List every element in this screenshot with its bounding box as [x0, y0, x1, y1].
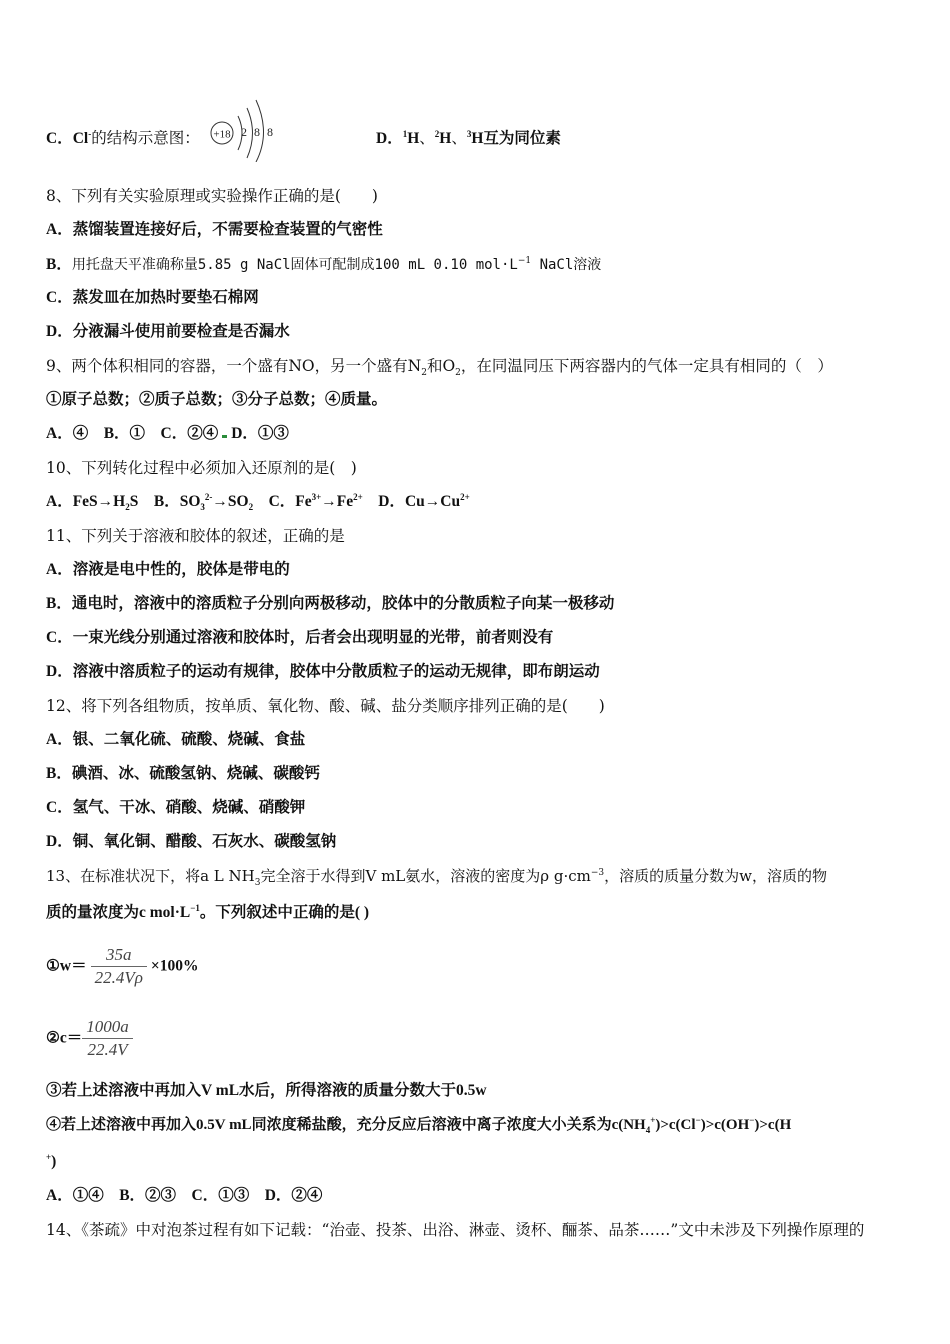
q13-item4-c: )>c(OH	[700, 1117, 750, 1133]
q9-items: ①原子总数；②质子总数；③分子总数；④质量。	[46, 391, 388, 408]
q13-stem-line2	[46, 903, 369, 923]
q13-item1-denominator: 22.4Vρ	[94, 968, 143, 987]
q13-stem-c: ，溶质的质量分数为w，溶质的物	[604, 867, 827, 885]
q10-d-label: D．	[378, 493, 405, 510]
q13-item4-sup2: −	[695, 1115, 701, 1125]
q13-item4-sup: +	[650, 1115, 656, 1125]
q12-option-b: B．碘酒、冰、硫酸氢钠、烧碱、碳酸钙	[46, 765, 320, 782]
q7-d-iso2-sym: H	[439, 130, 452, 147]
q7-c-prefix: C．	[46, 130, 73, 147]
q7-d-sep2: 、	[451, 129, 467, 147]
q13-stem2-a: 质的量浓度为c mol·L	[46, 904, 191, 921]
q10-a-label: A．	[46, 493, 73, 510]
q13-item4-a: ④若上述溶液中再加入0.5V mL同浓度稀盐酸，充分反应后溶液中离子浓度大小关系为c(NH	[46, 1117, 646, 1133]
q8-stem: 8、下列有关实验原理或实验操作正确的是( )	[46, 187, 378, 205]
q13-nh3-sub: 3	[254, 878, 261, 888]
q13-item4-sub: 4	[645, 1125, 651, 1135]
q10-a-formula-end: S	[129, 493, 139, 510]
q13-options: A．①④ B．②③ C．①③ D．②④	[46, 1187, 323, 1204]
q10-c-formula: Fe	[295, 493, 312, 510]
q13-item-3: ③若上述溶液中再加入V mL水后，所得溶液的质量分数大于0.5w	[46, 1082, 487, 1099]
q7-d-sep1: 、	[419, 129, 435, 147]
q9-options	[46, 424, 289, 444]
q8-option-a: A．蒸馏装置连接好后，不需要检查装置的气密性	[46, 221, 383, 238]
q7-option-d	[376, 128, 561, 149]
q13-item4-e: )	[51, 1153, 57, 1170]
q8-option-b	[46, 254, 601, 275]
q12-option-a: A．银、二氧化硫、硫酸、烧碱、食盐	[46, 731, 306, 748]
q10-b-sub: 3	[200, 502, 205, 513]
q7-c-cl-charge: -	[88, 128, 92, 139]
q9-stem-a: 9、两个体积相同的容器，一个盛有NO，另一个盛有N	[46, 357, 422, 375]
q9-options-b: D．①③	[231, 425, 289, 442]
q10-c-label: C．	[268, 493, 296, 510]
q13-stem-a: 13、在标准状况下，将a L NH	[46, 867, 255, 885]
q7-d-iso1-mass: 1	[402, 128, 408, 139]
q10-b-charge: 2-	[204, 491, 213, 502]
q7-d-text: 互为同位素	[483, 130, 561, 147]
q13-item4-d: )>c(H	[754, 1117, 792, 1133]
q11-option-c: C．一束光线分别通过溶液和胶体时，后者会出现明显的光带，前者则没有	[46, 629, 554, 646]
q13-item4-e-sup: +	[46, 1151, 52, 1162]
q13-item1-numerator: 35a	[91, 944, 147, 967]
q7-d-prefix: D．	[376, 130, 403, 147]
q13-cm-exp: −3	[590, 868, 605, 878]
electron-shell-counts: 2 8 8	[241, 125, 275, 139]
q7-d-iso2-mass: 2	[434, 128, 440, 139]
q10-c-charge-2: 2+	[353, 491, 363, 502]
q10-c-formula-2: →Fe	[321, 493, 354, 510]
q10-options	[46, 492, 470, 512]
q10-stem: 10、下列转化过程中必须加入还原剂的是( )	[46, 459, 357, 477]
q13-item2-denominator: 22.4V	[87, 1040, 128, 1059]
q9-stem-b: 和O	[426, 357, 456, 375]
q8-option-d: D．分液漏斗使用前要检查是否漏水	[46, 323, 290, 340]
q13-item1-label: ①w＝	[46, 957, 87, 975]
q13-stem-line1	[46, 866, 827, 886]
q7-d-iso3-sym: H	[471, 130, 484, 147]
q11-stem: 11、下列关于溶液和胶体的叙述，正确的是	[46, 527, 345, 545]
q10-b-formula: SO	[179, 493, 201, 510]
green-mark-dot	[222, 435, 227, 438]
q13-item2-fraction	[82, 1016, 133, 1061]
q8-b-exponent: −1	[517, 255, 532, 266]
q7-c-text: 的结构示意图：	[91, 129, 200, 147]
q9-o2-sub: 2	[455, 368, 461, 379]
q9-options-a: A．④ B．① C．②④	[46, 425, 219, 442]
q9-stem-c: ，在同温同压下两容器内的气体一定具有相同的（ ）	[460, 357, 833, 375]
q13-item-2	[46, 1016, 137, 1061]
q10-b-sub-2: 2	[248, 502, 254, 513]
q12-stem: 12、将下列各组物质，按单质、氧化物、酸、碱、盐分类顺序排列正确的是( )	[46, 697, 605, 715]
q13-item4-sup3: −	[749, 1115, 755, 1125]
q13-item1-fraction	[91, 944, 147, 989]
q11-option-d: D．溶液中溶质粒子的运动有规律，胶体中分散质粒子的运动无规律，即布朗运动	[46, 663, 600, 680]
q9-n2-sub: 2	[421, 368, 427, 379]
q7-c-cl: Cl	[72, 130, 89, 147]
chloride-ion-structure-diagram	[208, 96, 278, 162]
q9-stem	[46, 356, 833, 379]
q13-item-4-cont	[46, 1152, 56, 1172]
q10-b-formula-2: →SO	[212, 493, 249, 510]
q10-c-charge: 3+	[311, 491, 322, 502]
q13-item2-label: ②c＝	[46, 1029, 83, 1047]
q10-a-sub: 2	[125, 502, 130, 513]
q8-b-tail: NaCl溶液	[531, 257, 602, 273]
q10-a-formula: FeS→H	[72, 493, 126, 510]
q8-b-prefix: B．	[46, 256, 72, 273]
q8-b-text: 用托盘天平准确称量5.85 g NaCl固体可配制成100 mL 0.10 mol·L	[71, 257, 518, 273]
q13-item-4	[46, 1115, 791, 1135]
q13-item-1	[46, 944, 198, 989]
q10-d-formula: Cu→Cu	[404, 493, 461, 510]
nucleus-charge: +18	[213, 128, 231, 141]
q7-d-iso3-mass: 3	[466, 128, 472, 139]
q11-option-a: A．溶液是电中性的，胶体是带电的	[46, 561, 290, 578]
q13-item1-tail: ×100%	[150, 957, 199, 975]
q12-option-c: C．氢气、干冰、硝酸、烧碱、硝酸钾	[46, 799, 306, 816]
q13-item2-numerator: 1000a	[82, 1016, 133, 1039]
q11-option-b: B．通电时，溶液中的溶质粒子分别向两极移动，胶体中的分散质粒子向某一极移动	[46, 595, 615, 612]
q8-option-c: C．蒸发皿在加热时要垫石棉网	[46, 289, 259, 306]
q13-stem2-b: 。下列叙述中正确的是( )	[199, 904, 370, 921]
q13-stem-b: 完全溶于水得到V mL氨水，溶液的密度为ρ g·cm	[260, 867, 591, 885]
q14-stem: 14、《茶疏》中对泡茶过程有如下记载：“治壶、投茶、出浴、淋壶、烫杯、酾茶、品茶……”文中未涉及下列操作原理的	[46, 1221, 865, 1239]
q10-b-label: B．	[153, 493, 180, 510]
q7-option-c	[46, 128, 200, 149]
q10-d-charge: 2+	[460, 491, 470, 502]
q13-item4-b: )>c(Cl	[655, 1117, 696, 1133]
q13-l-exp: −1	[190, 902, 200, 913]
q12-option-d: D．铜、氧化铜、醋酸、石灰水、碳酸氢钠	[46, 833, 337, 850]
q7-d-iso1-sym: H	[407, 130, 420, 147]
